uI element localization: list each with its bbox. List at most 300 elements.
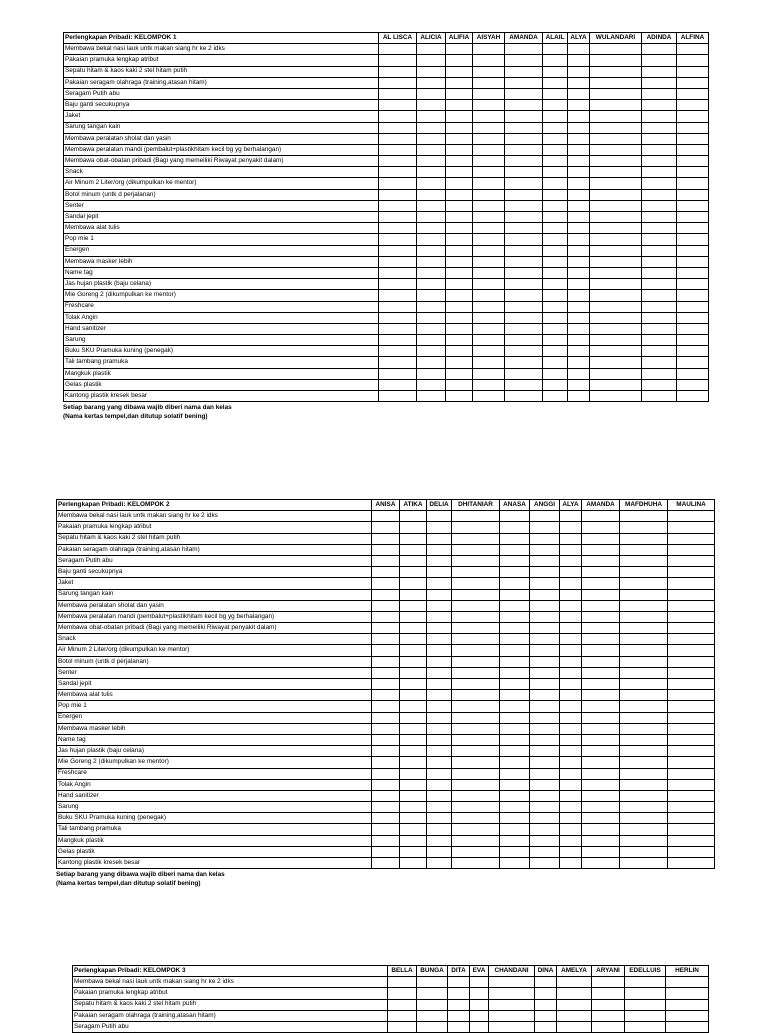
check-cell	[560, 802, 582, 813]
check-cell	[473, 279, 505, 290]
member-name: ALYA	[560, 500, 582, 511]
check-cell	[452, 578, 500, 589]
check-cell	[372, 634, 400, 645]
item-label: Membawa masker lebih	[64, 256, 379, 267]
check-cell	[417, 178, 446, 189]
check-cell	[557, 988, 592, 999]
check-cell	[500, 567, 530, 578]
check-cell	[677, 223, 709, 234]
check-cell	[505, 290, 543, 301]
note-line: (Nama kertas tempel,dan ditutup solatif bening)	[56, 880, 201, 888]
check-cell	[677, 44, 709, 55]
item-label: Sepatu hitam & kaos kaki 2 stel hitam putih	[64, 66, 379, 77]
check-cell	[557, 1021, 592, 1032]
item-label: Pakaian seragam olahraga (training,atasan hitam)	[64, 77, 379, 88]
check-cell	[505, 234, 543, 245]
check-cell	[417, 100, 446, 111]
check-cell	[500, 522, 530, 533]
member-name: DHITANIAR	[452, 500, 500, 511]
check-cell	[560, 667, 582, 678]
check-cell	[568, 178, 590, 189]
check-cell	[470, 1021, 489, 1032]
check-cell	[582, 790, 620, 801]
checklist-row	[64, 66, 709, 77]
checklist-row	[57, 645, 715, 656]
item-label: Pakaian seragam olahraga (training,atasan hitam)	[73, 1010, 388, 1021]
check-cell	[500, 734, 530, 745]
check-cell	[668, 522, 715, 533]
check-cell	[582, 734, 620, 745]
checklist-row	[57, 746, 715, 757]
check-cell	[620, 846, 668, 857]
check-cell	[543, 111, 568, 122]
item-label: Air Minum 2 Liter/org (dikumpulkan ke mentor)	[57, 645, 372, 656]
check-cell	[505, 357, 543, 368]
check-cell	[590, 144, 642, 155]
check-cell	[568, 335, 590, 346]
check-cell	[427, 533, 452, 544]
notes	[56, 870, 714, 888]
check-cell	[677, 279, 709, 290]
check-cell	[668, 746, 715, 757]
check-cell	[543, 346, 568, 357]
check-cell	[500, 757, 530, 768]
check-cell	[427, 813, 452, 824]
check-cell	[560, 679, 582, 690]
check-cell	[417, 44, 446, 55]
check-cell	[582, 578, 620, 589]
check-cell	[568, 267, 590, 278]
check-cell	[530, 858, 560, 869]
check-cell	[543, 77, 568, 88]
check-cell	[379, 156, 417, 167]
check-cell	[427, 701, 452, 712]
check-cell	[677, 256, 709, 267]
check-cell	[592, 999, 625, 1010]
item-label: Tali tambang pramuka	[57, 824, 372, 835]
checklist-row	[64, 391, 709, 402]
check-cell	[372, 555, 400, 566]
check-cell	[560, 533, 582, 544]
check-cell	[620, 544, 668, 555]
check-cell	[372, 522, 400, 533]
check-cell	[372, 578, 400, 589]
check-cell	[505, 323, 543, 334]
check-cell	[677, 100, 709, 111]
check-cell	[446, 357, 473, 368]
check-cell	[427, 824, 452, 835]
check-cell	[668, 555, 715, 566]
check-cell	[590, 290, 642, 301]
check-cell	[400, 813, 427, 824]
check-cell	[543, 290, 568, 301]
check-cell	[473, 66, 505, 77]
check-cell	[590, 44, 642, 55]
check-cell	[590, 279, 642, 290]
check-cell	[535, 1021, 557, 1032]
check-cell	[427, 623, 452, 634]
check-cell	[400, 645, 427, 656]
check-cell	[379, 133, 417, 144]
check-cell	[543, 391, 568, 402]
check-cell	[372, 701, 400, 712]
item-label: Freshcare	[64, 301, 379, 312]
check-cell	[372, 589, 400, 600]
check-cell	[620, 656, 668, 667]
check-cell	[582, 555, 620, 566]
item-label: Gelas plastik	[57, 846, 372, 857]
check-cell	[677, 234, 709, 245]
check-cell	[379, 379, 417, 390]
check-cell	[505, 256, 543, 267]
check-cell	[473, 223, 505, 234]
check-cell	[446, 156, 473, 167]
check-cell	[379, 144, 417, 155]
check-cell	[400, 555, 427, 566]
check-cell	[560, 600, 582, 611]
check-cell	[543, 323, 568, 334]
check-cell	[568, 189, 590, 200]
check-cell	[372, 679, 400, 690]
checklist-row	[64, 156, 709, 167]
item-label: Pakaian pramuka lengkap atribut	[73, 988, 388, 999]
check-cell	[530, 835, 560, 846]
check-cell	[642, 368, 677, 379]
note-line: Setiap barang yang dibawa wajib diberi nama dan kelas	[56, 871, 225, 879]
check-cell	[668, 623, 715, 634]
check-cell	[446, 323, 473, 334]
check-cell	[400, 578, 427, 589]
check-cell	[417, 234, 446, 245]
check-cell	[590, 245, 642, 256]
check-cell	[677, 77, 709, 88]
check-cell	[642, 379, 677, 390]
header-row	[64, 33, 709, 44]
check-cell	[530, 824, 560, 835]
item-label: Energen	[64, 245, 379, 256]
check-cell	[500, 656, 530, 667]
item-label: Sarung	[57, 802, 372, 813]
item-label: Sepatu hitam & kaos kaki 2 stel hitam putih	[57, 533, 372, 544]
check-cell	[530, 544, 560, 555]
check-cell	[620, 813, 668, 824]
check-cell	[379, 312, 417, 323]
check-cell	[500, 768, 530, 779]
check-cell	[677, 133, 709, 144]
check-cell	[642, 111, 677, 122]
check-cell	[677, 267, 709, 278]
item-label: Sandal jepit	[64, 212, 379, 223]
item-label: Freshcare	[57, 768, 372, 779]
check-cell	[590, 346, 642, 357]
check-cell	[448, 977, 470, 988]
check-cell	[677, 357, 709, 368]
check-cell	[568, 368, 590, 379]
member-name: ALAIL	[543, 33, 568, 44]
check-cell	[668, 858, 715, 869]
checklist-row	[57, 611, 715, 622]
check-cell	[557, 1010, 592, 1021]
check-cell	[677, 167, 709, 178]
check-cell	[473, 133, 505, 144]
item-label: Hand sanitizer	[57, 790, 372, 801]
check-cell	[470, 988, 489, 999]
checklist-row	[64, 178, 709, 189]
check-cell	[417, 379, 446, 390]
check-cell	[452, 567, 500, 578]
check-cell	[590, 77, 642, 88]
check-cell	[372, 533, 400, 544]
check-cell	[417, 1010, 448, 1021]
check-cell	[505, 368, 543, 379]
check-cell	[500, 846, 530, 857]
check-cell	[372, 846, 400, 857]
check-cell	[642, 144, 677, 155]
check-cell	[417, 122, 446, 133]
check-cell	[625, 1021, 666, 1032]
check-cell	[642, 100, 677, 111]
check-cell	[620, 690, 668, 701]
check-cell	[590, 122, 642, 133]
check-cell	[620, 567, 668, 578]
check-cell	[543, 178, 568, 189]
check-cell	[620, 835, 668, 846]
check-cell	[590, 167, 642, 178]
check-cell	[500, 790, 530, 801]
member-name: HERLIN	[666, 966, 709, 977]
check-cell	[379, 223, 417, 234]
item-label: Tolak Angin	[57, 779, 372, 790]
check-cell	[446, 234, 473, 245]
check-cell	[372, 623, 400, 634]
check-cell	[452, 533, 500, 544]
check-cell	[543, 301, 568, 312]
check-cell	[417, 55, 446, 66]
check-cell	[417, 1021, 448, 1032]
checklist-row	[64, 245, 709, 256]
check-cell	[417, 144, 446, 155]
item-label: Membawa peralatan sholat dan yasin	[57, 600, 372, 611]
checklist-table	[56, 499, 715, 869]
check-cell	[568, 66, 590, 77]
checklist-row	[57, 623, 715, 634]
check-cell	[677, 368, 709, 379]
check-cell	[505, 379, 543, 390]
check-cell	[505, 189, 543, 200]
check-cell	[500, 690, 530, 701]
check-cell	[448, 1021, 470, 1032]
check-cell	[543, 55, 568, 66]
check-cell	[372, 835, 400, 846]
item-label: Senter	[64, 200, 379, 211]
member-name: ARYANI	[592, 966, 625, 977]
check-cell	[417, 212, 446, 223]
check-cell	[417, 223, 446, 234]
header-row	[73, 966, 709, 977]
check-cell	[417, 988, 448, 999]
check-cell	[448, 988, 470, 999]
check-cell	[417, 335, 446, 346]
check-cell	[500, 611, 530, 622]
check-cell	[582, 701, 620, 712]
check-cell	[590, 178, 642, 189]
check-cell	[582, 611, 620, 622]
check-cell	[473, 346, 505, 357]
check-cell	[560, 813, 582, 824]
check-cell	[543, 279, 568, 290]
checklist-row	[64, 44, 709, 55]
check-cell	[372, 690, 400, 701]
check-cell	[530, 567, 560, 578]
check-cell	[473, 267, 505, 278]
check-cell	[530, 611, 560, 622]
check-cell	[666, 988, 709, 999]
check-cell	[500, 511, 530, 522]
check-cell	[400, 589, 427, 600]
member-name: DINA	[535, 966, 557, 977]
check-cell	[452, 679, 500, 690]
check-cell	[668, 768, 715, 779]
check-cell	[427, 802, 452, 813]
checklist-row	[57, 779, 715, 790]
check-cell	[677, 346, 709, 357]
check-cell	[500, 813, 530, 824]
check-cell	[560, 858, 582, 869]
check-cell	[543, 144, 568, 155]
check-cell	[427, 544, 452, 555]
check-cell	[668, 679, 715, 690]
check-cell	[582, 779, 620, 790]
member-name: ALICIA	[417, 33, 446, 44]
item-label: Membawa bekal nasi lauk untk makan siang hr ke 2 idks	[57, 511, 372, 522]
check-cell	[452, 824, 500, 835]
check-cell	[446, 256, 473, 267]
check-cell	[668, 578, 715, 589]
check-cell	[379, 212, 417, 223]
check-cell	[500, 667, 530, 678]
check-cell	[677, 312, 709, 323]
checklist-row	[64, 323, 709, 334]
check-cell	[417, 977, 448, 988]
check-cell	[668, 567, 715, 578]
check-cell	[417, 357, 446, 368]
check-cell	[500, 779, 530, 790]
check-cell	[677, 88, 709, 99]
check-cell	[590, 267, 642, 278]
check-cell	[677, 55, 709, 66]
check-cell	[543, 245, 568, 256]
check-cell	[446, 223, 473, 234]
check-cell	[668, 511, 715, 522]
check-cell	[620, 701, 668, 712]
check-cell	[379, 200, 417, 211]
check-cell	[530, 802, 560, 813]
check-cell	[379, 66, 417, 77]
check-cell	[489, 1021, 535, 1032]
check-cell	[543, 156, 568, 167]
check-cell	[427, 600, 452, 611]
check-cell	[452, 768, 500, 779]
check-cell	[590, 200, 642, 211]
checklist-row	[64, 267, 709, 278]
item-label: Pakaian seragam olahraga (training,atasan hitam)	[57, 544, 372, 555]
check-cell	[620, 578, 668, 589]
check-cell	[427, 578, 452, 589]
checklist-row	[64, 55, 709, 66]
check-cell	[620, 600, 668, 611]
check-cell	[568, 223, 590, 234]
check-cell	[473, 189, 505, 200]
check-cell	[417, 156, 446, 167]
check-cell	[427, 511, 452, 522]
check-cell	[568, 379, 590, 390]
check-cell	[473, 200, 505, 211]
check-cell	[560, 824, 582, 835]
item-label: Buku SKU Pramuka kuning (penegak)	[57, 813, 372, 824]
check-cell	[666, 999, 709, 1010]
checklist-row	[64, 77, 709, 88]
check-cell	[590, 234, 642, 245]
check-cell	[590, 111, 642, 122]
check-cell	[620, 723, 668, 734]
checklist-row	[64, 122, 709, 133]
check-cell	[568, 77, 590, 88]
item-label: Pakaian pramuka lengkap atribut	[57, 522, 372, 533]
check-cell	[642, 391, 677, 402]
group-title: Perlengkapan Pribadi: KELOMPOK 3	[73, 966, 388, 977]
check-cell	[417, 346, 446, 357]
check-cell	[446, 44, 473, 55]
member-name: BUNGA	[417, 966, 448, 977]
check-cell	[400, 768, 427, 779]
check-cell	[379, 245, 417, 256]
check-cell	[505, 301, 543, 312]
checklist-row	[64, 167, 709, 178]
check-cell	[372, 779, 400, 790]
check-cell	[642, 77, 677, 88]
check-cell	[379, 267, 417, 278]
check-cell	[379, 368, 417, 379]
check-cell	[592, 977, 625, 988]
check-cell	[590, 156, 642, 167]
check-cell	[473, 335, 505, 346]
check-cell	[446, 77, 473, 88]
check-cell	[560, 611, 582, 622]
check-cell	[642, 178, 677, 189]
checklist-row	[64, 133, 709, 144]
check-cell	[452, 645, 500, 656]
check-cell	[470, 1010, 489, 1021]
check-cell	[379, 323, 417, 334]
check-cell	[568, 88, 590, 99]
check-cell	[500, 835, 530, 846]
check-cell	[642, 357, 677, 368]
item-label: Mie Goreng 2 (dikumpulkan ke mentor)	[64, 290, 379, 301]
check-cell	[642, 335, 677, 346]
check-cell	[417, 133, 446, 144]
check-cell	[530, 779, 560, 790]
check-cell	[530, 634, 560, 645]
check-cell	[568, 312, 590, 323]
item-label: Membawa peralatan mandi (pembalut+plastikhitam kecil bg yg berhalangan)	[64, 144, 379, 155]
check-cell	[642, 346, 677, 357]
check-cell	[372, 511, 400, 522]
check-cell	[642, 200, 677, 211]
check-cell	[452, 656, 500, 667]
check-cell	[427, 522, 452, 533]
check-cell	[582, 567, 620, 578]
check-cell	[379, 111, 417, 122]
